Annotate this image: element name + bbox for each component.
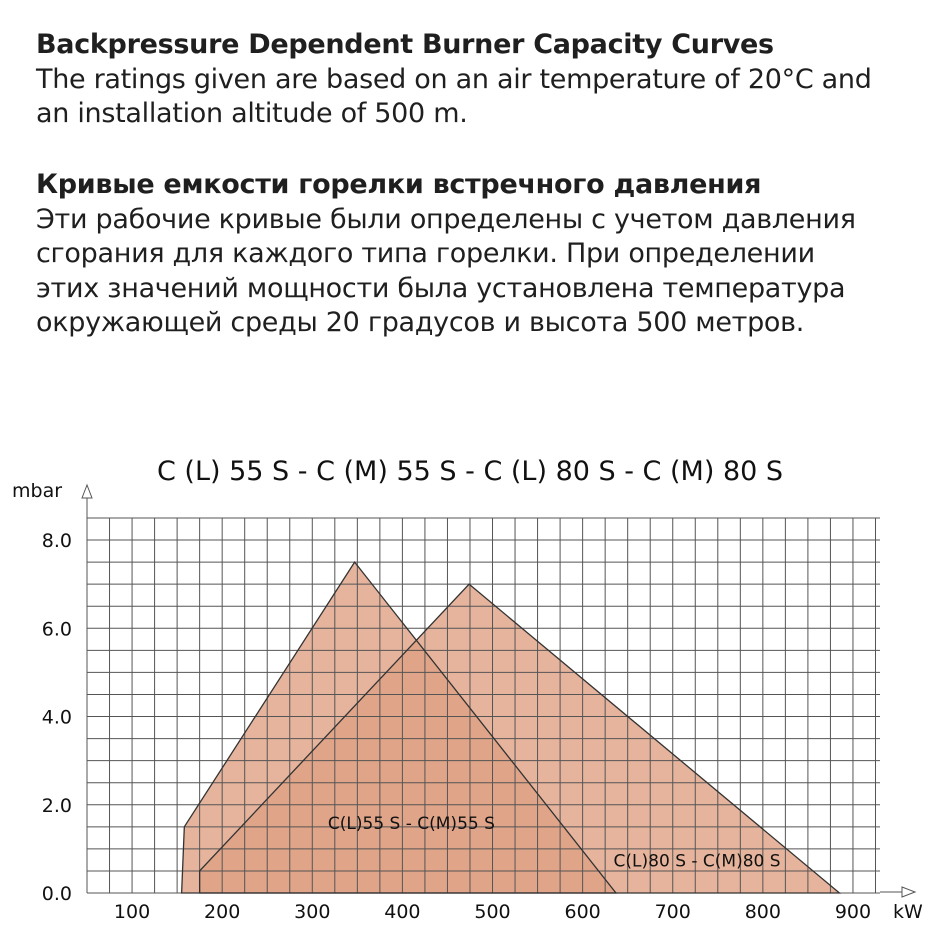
chart-title: C (L) 55 S - C (M) 55 S - C (L) 80 S - C (M) 80 S — [156, 456, 784, 487]
x-tick-label: 100 — [113, 901, 151, 923]
x-tick-label: 900 — [834, 901, 872, 923]
x-tick-label: 800 — [744, 901, 781, 923]
russian-body-line-4: окружающей среды 20 градусов и высота 500 метров. — [36, 307, 805, 338]
x-axis-arrow — [902, 887, 915, 897]
x-tick-label: 300 — [294, 901, 331, 923]
x-axis-unit: kW — [893, 901, 923, 923]
english-heading: Backpressure Dependent Burner Capacity Curves — [36, 29, 774, 60]
x-tick-label: 700 — [654, 901, 691, 923]
english-body-line-2: an installation altitude of 500 m. — [36, 98, 468, 129]
y-axis-unit: mbar — [12, 480, 63, 502]
russian-body-line-3: этих значений мощности была установлена температура — [36, 272, 846, 304]
russian-body-line-1: Эти рабочие кривые были определены с учетом давления — [36, 203, 856, 235]
y-tick-label: 8.0 — [41, 530, 72, 553]
y-tick-label: 0.0 — [41, 883, 72, 905]
series-label-1: C(L)55 S - C(M)55 S — [327, 814, 495, 835]
burner-capacity-chart — [0, 440, 941, 950]
y-tick-label: 2.0 — [41, 794, 72, 817]
english-body-line-1: The ratings given are based on an air temperature of 20°C and — [36, 63, 872, 95]
x-tick-label: 500 — [474, 901, 511, 923]
english-description — [36, 28, 926, 132]
series-label-2: C(L)80 S - C(M)80 S — [613, 851, 781, 872]
x-tick-label: 200 — [204, 901, 241, 923]
y-tick-label: 4.0 — [41, 706, 72, 729]
y-axis-arrow — [82, 485, 92, 498]
russian-heading: Кривые емкости горелки встречного давления — [36, 169, 762, 200]
x-tick-label: 400 — [384, 901, 421, 923]
y-tick-label: 6.0 — [41, 618, 72, 641]
x-tick-label: 600 — [564, 901, 601, 923]
russian-body-line-2: сгорания для каждого типа горелки. При определении — [36, 238, 815, 269]
russian-description — [36, 168, 926, 341]
